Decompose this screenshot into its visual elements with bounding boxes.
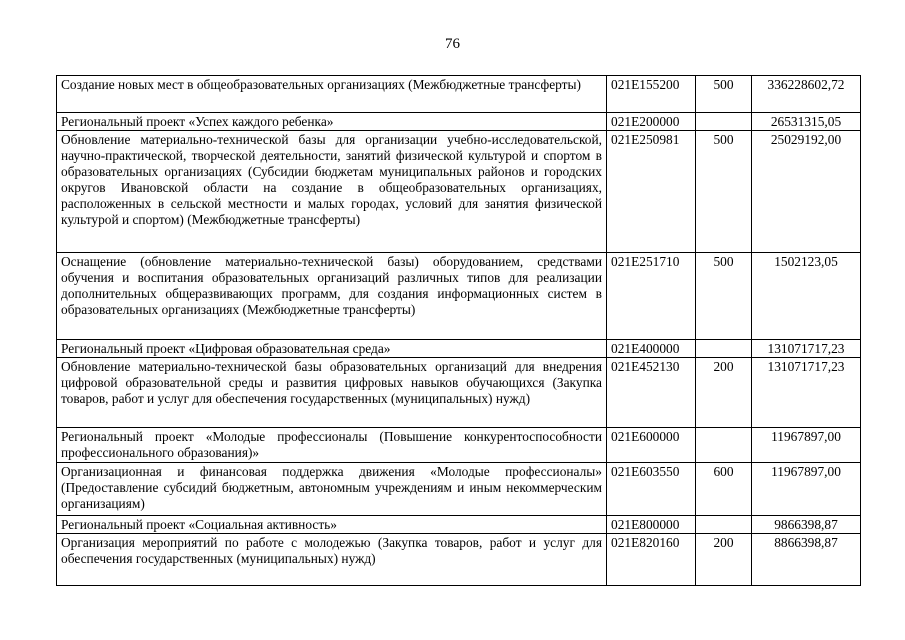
row-expense-type: 500	[696, 131, 752, 253]
row-code: 021E820160	[607, 534, 696, 586]
table-row	[57, 358, 861, 428]
row-expense-type	[696, 113, 752, 131]
page-number: 76	[445, 36, 460, 52]
table-row	[57, 340, 861, 358]
row-sum: 11967897,00	[752, 463, 861, 516]
row-expense-type	[696, 340, 752, 358]
budget-table	[56, 75, 861, 586]
row-code: 021E603550	[607, 463, 696, 516]
row-sum: 25029192,00	[752, 131, 861, 253]
row-code: 021E155200	[607, 76, 696, 113]
row-expense-type	[696, 428, 752, 463]
row-name: Обновление материально-технической базы образовательных организаций для внедрения цифровой образовательной среды и развития цифровых навыков обучающихся (Закупка товаров, работ и услуг для обеспечения государственных (муниципальных) нужд)	[57, 358, 607, 428]
row-expense-type: 600	[696, 463, 752, 516]
row-code: 021E452130	[607, 358, 696, 428]
row-name: Региональный проект «Успех каждого ребенка»	[57, 113, 607, 131]
table-row	[57, 534, 861, 586]
table-row	[57, 76, 861, 113]
table-row	[57, 253, 861, 340]
row-name: Региональный проект «Молодые профессионалы (Повышение конкурентоспособности профессионального образования)»	[57, 428, 607, 463]
row-expense-type: 200	[696, 534, 752, 586]
row-sum: 9866398,87	[752, 516, 861, 534]
row-name: Организация мероприятий по работе с молодежью (Закупка товаров, работ и услуг для обеспечения государственных (муниципальных) нужд)	[57, 534, 607, 586]
row-expense-type: 500	[696, 76, 752, 113]
table-row	[57, 463, 861, 516]
row-sum: 11967897,00	[752, 428, 861, 463]
row-name: Организационная и финансовая поддержка движения «Молодые профессионалы» (Предоставление субсидий бюджетным, автономным учреждениям и иным некоммерческим организациям)	[57, 463, 607, 516]
row-expense-type: 200	[696, 358, 752, 428]
row-name: Региональный проект «Социальная активность»	[57, 516, 607, 534]
row-name: Обновление материально-технической базы для организации учебно-исследовательской, научно-практической, творческой деятельности, занятий физической культурой и спортом в образовательных организациях (Субсидии бюджетам муниципальных районов и городских округов Ивановской области на создание в общеобразовательных организациях, расположенных в сельской местности и малых городах, условий для занятия физической культурой и спортом) (Межбюджетные трансферты)	[57, 131, 607, 253]
row-code: 021E251710	[607, 253, 696, 340]
row-sum: 26531315,05	[752, 113, 861, 131]
row-sum: 8866398,87	[752, 534, 861, 586]
row-expense-type	[696, 516, 752, 534]
row-name: Оснащение (обновление материально-технической базы) оборудованием, средствами обучения и воспитания образовательных организаций различных типов для реализации дополнительных общеразвивающих программ, для создания информационных систем в образовательных организациях (Межбюджетные трансферты)	[57, 253, 607, 340]
table-row	[57, 113, 861, 131]
table-row	[57, 428, 861, 463]
row-name: Создание новых мест в общеобразовательных организациях (Межбюджетные трансферты)	[57, 76, 607, 113]
row-sum: 1502123,05	[752, 253, 861, 340]
row-name: Региональный проект «Цифровая образовательная среда»	[57, 340, 607, 358]
row-code: 021E600000	[607, 428, 696, 463]
row-code: 021E800000	[607, 516, 696, 534]
row-sum: 131071717,23	[752, 358, 861, 428]
row-code: 021E250981	[607, 131, 696, 253]
row-expense-type: 500	[696, 253, 752, 340]
row-sum: 336228602,72	[752, 76, 861, 113]
row-code: 021E400000	[607, 340, 696, 358]
row-code: 021E200000	[607, 113, 696, 131]
table-row	[57, 516, 861, 534]
row-sum: 131071717,23	[752, 340, 861, 358]
table-row	[57, 131, 861, 253]
